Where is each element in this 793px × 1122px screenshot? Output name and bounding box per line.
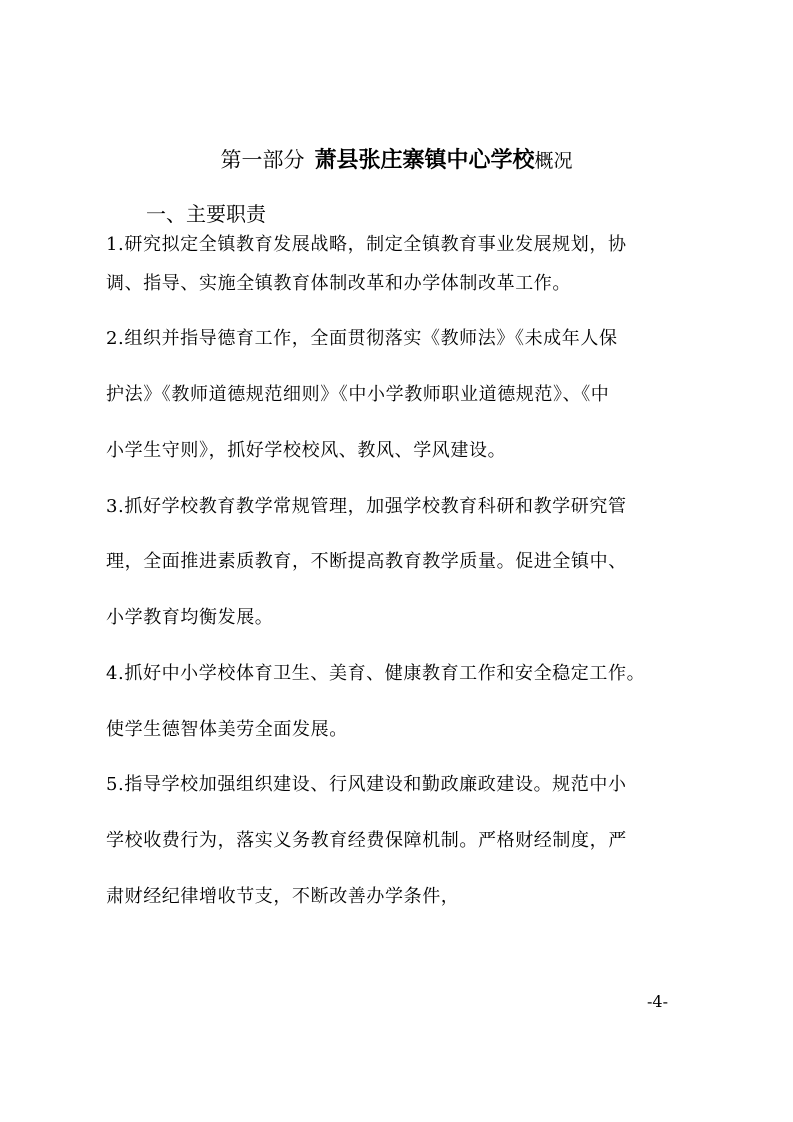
paragraph-line: 2.组织并指导德育工作，全面贯彻落实《教师法》《未成年人保 [106,328,618,349]
paragraph-line: 小学生守则》，抓好学校校风、教风、学风建设。 [106,440,507,461]
paragraph-line: 小学教育均衡发展。 [106,607,274,628]
title-suffix: 概况 [534,150,573,172]
paragraph-line: 护法》《教师道德规范细则》《中小学教师职业道德规范》、《中 [106,384,610,405]
title-school-name: 萧县张庄寨镇中心学校 [314,148,535,173]
paragraph-line: 1.研究拟定全镇教育发展战略，制定全镇教育事业发展规划，协 [106,234,627,255]
paragraph-line: 3.抓好学校教育教学常规管理，加强学校教育科研和教学研究管 [106,496,627,517]
paragraph-line: 学校收费行为，落实义务教育经费保障机制。严格财经制度，严 [106,830,627,851]
page-number: -4- [647,992,668,1011]
paragraph-line: 理，全面推进素质教育，不断提高教育教学质量。促进全镇中、 [106,551,627,572]
paragraph-line: 肃财经纪律增收节支，不断改善办学条件， [106,886,460,907]
paragraph-line: 调、指导、实施全镇教育体制改革和办学体制改革工作。 [106,273,571,294]
paragraph-line: 使学生德智体美劳全面发展。 [106,719,348,740]
page-title [0,145,793,176]
title-prefix: 第一部分 [220,148,305,172]
section-heading: 一、主要职责 [146,202,266,226]
paragraph-line: 4.抓好中小学校体育卫生、美育、健康教育工作和安全稳定工作。 [106,663,646,684]
paragraph-line: 5.指导学校加强组织建设、行风建设和勤政廉政建设。规范中小 [106,774,627,795]
